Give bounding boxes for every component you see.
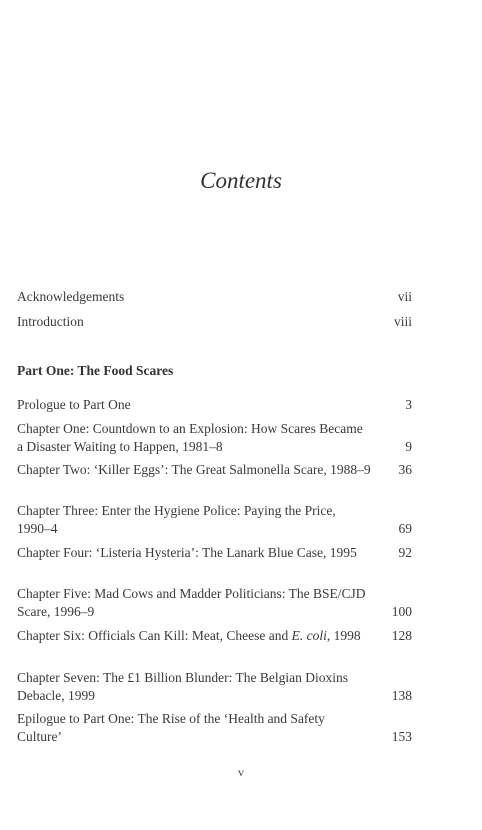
toc-entry-chapter-five bbox=[17, 585, 412, 621]
toc-entry-page: viii bbox=[393, 314, 412, 329]
toc-entry-title: Acknowledgements bbox=[17, 289, 125, 304]
toc-entry-title: Chapter Seven: The £1 Billion Blunder: The Belgian Dioxins Debacle, 1999 bbox=[17, 670, 348, 703]
toc-entry-page: 92 bbox=[398, 545, 412, 560]
toc-entry-page: 153 bbox=[391, 729, 412, 744]
toc-entry-title: Chapter Three: Enter the Hygiene Police: Paying the Price, 1990–4 bbox=[17, 503, 336, 536]
toc-entry-chapter-six bbox=[17, 627, 412, 645]
toc-entry-title: Chapter Two: ‘Killer Eggs’: The Great Salmonella Scare, 1988–9 bbox=[17, 462, 371, 477]
toc-entry-page: 3 bbox=[405, 397, 412, 412]
toc-entry-introduction bbox=[17, 313, 412, 331]
toc-entry-page: 9 bbox=[405, 439, 412, 454]
toc-entry-chapter-seven bbox=[17, 669, 412, 705]
toc-entry-epilogue bbox=[17, 710, 412, 746]
part-heading: Part One: The Food Scares bbox=[17, 363, 174, 378]
page-number: v bbox=[238, 765, 244, 779]
toc-entry-title-part: Chapter Six: Officials Can Kill: Meat, Cheese and bbox=[17, 628, 292, 643]
toc-entry-title bbox=[17, 627, 372, 645]
toc-entry-page: vii bbox=[397, 289, 412, 304]
toc-entry-page: 138 bbox=[391, 688, 412, 703]
toc-entry-title: Introduction bbox=[17, 314, 84, 329]
toc-entry-chapter-three bbox=[17, 502, 412, 538]
toc-entry-title: Chapter One: Countdown to an Explosion: How Scares Became a Disaster Waiting to Happen, 1981–8 bbox=[17, 421, 363, 454]
toc-entry-page: 36 bbox=[398, 462, 412, 477]
toc-entry-title: Prologue to Part One bbox=[17, 397, 131, 412]
toc-entry-chapter-four bbox=[17, 544, 412, 562]
page-title: Contents bbox=[200, 168, 282, 193]
toc-entry-title: Chapter Four: ‘Listeria Hysteria’: The Lanark Blue Case, 1995 bbox=[17, 545, 357, 560]
toc-entry-chapter-two bbox=[17, 461, 412, 479]
toc-entry-page: 128 bbox=[391, 628, 412, 643]
toc-entry-page: 100 bbox=[391, 604, 412, 619]
toc-entry-title: Epilogue to Part One: The Rise of the ‘Health and Safety Culture’ bbox=[17, 711, 325, 744]
toc-entry-page: 69 bbox=[398, 521, 412, 536]
toc-entry-title-part: , 1998 bbox=[326, 628, 361, 643]
toc-entry-title-italic: E. coli bbox=[291, 628, 327, 643]
toc-entry-title: Chapter Five: Mad Cows and Madder Politicians: The BSE/CJD Scare, 1996–9 bbox=[17, 586, 366, 619]
toc-entry-chapter-one bbox=[17, 420, 412, 456]
toc-entry-acknowledgements bbox=[17, 288, 412, 306]
toc-entry-prologue bbox=[17, 396, 412, 414]
